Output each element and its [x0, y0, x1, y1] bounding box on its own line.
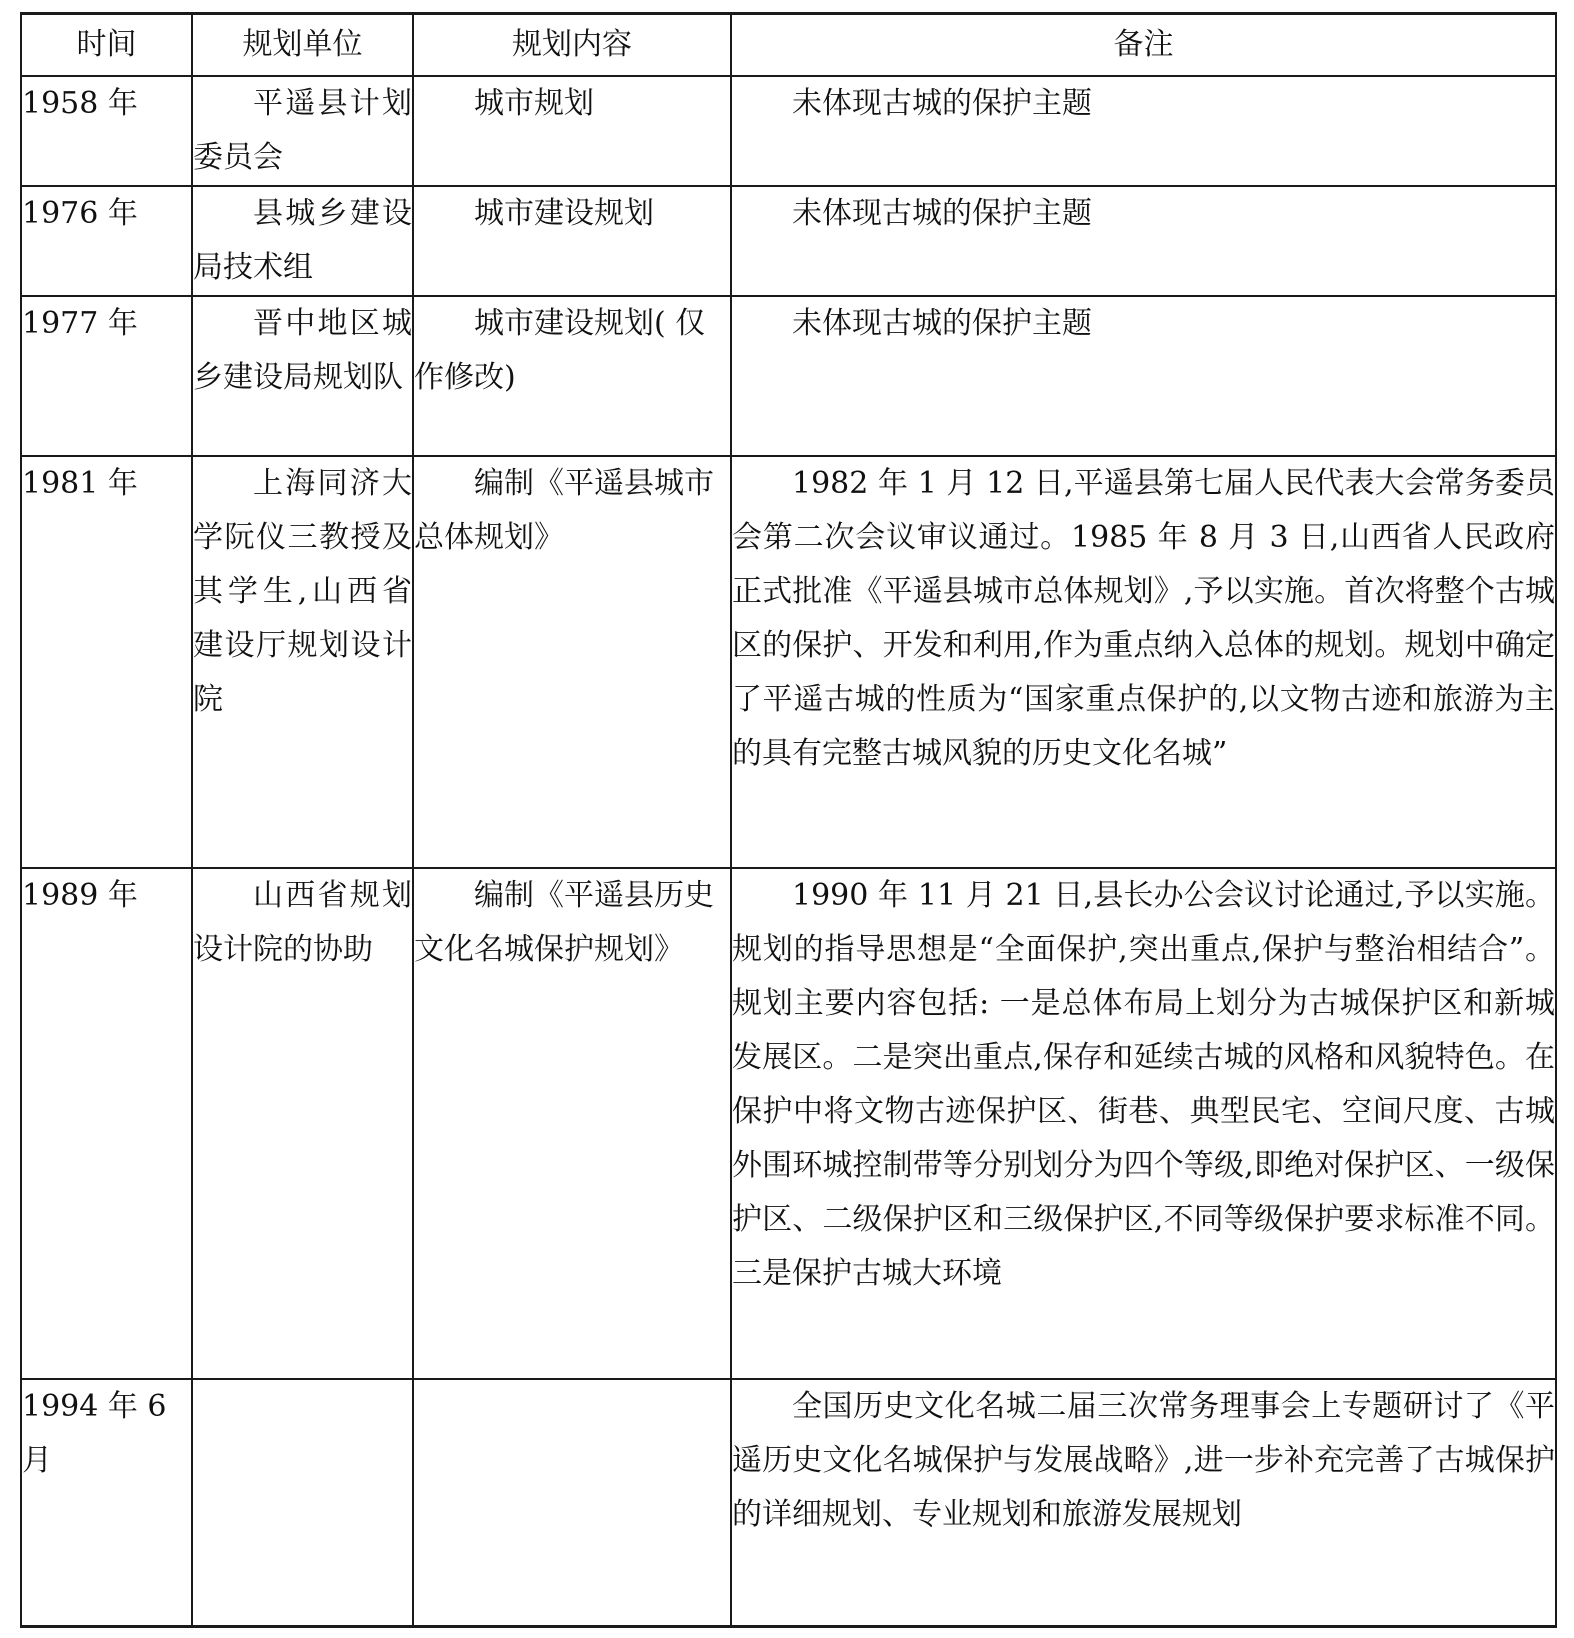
cell-note: 未体现古城的保护主题	[731, 296, 1556, 456]
header-unit: 规划单位	[192, 14, 413, 77]
cell-time: 1976 年	[21, 186, 192, 296]
cell-note: 全国历史文化名城二届三次常务理事会上专题研讨了《平遥历史文化名城保护与发展战略》,进一步补充完善了古城保护的详细规划、专业规划和旅游发展规划	[731, 1379, 1556, 1626]
cell-note: 1982 年 1 月 12 日,平遥县第七届人民代表大会常务委员会第二次会议审议通过。1985 年 8 月 3 日,山西省人民政府正式批准《平遥县城市总体规划》,予以实施。首次将整个古城区的保护、开发和利用,作为重点纳入总体的规划。规划中确定了平遥古城的性质为“国家重点保护的,以文物古迹和旅游为主的具有完整古城风貌的历史文化名城”	[731, 456, 1556, 868]
cell-time: 1989 年	[21, 868, 192, 1379]
header-time: 时间	[21, 14, 192, 77]
header-note: 备注	[731, 14, 1556, 77]
cell-time: 1958 年	[21, 76, 192, 186]
cell-note: 未体现古城的保护主题	[731, 186, 1556, 296]
cell-content: 城市建设规划( 仅作修改)	[413, 296, 731, 456]
table-row	[21, 1379, 1556, 1626]
cell-unit: 平遥县计划委员会	[192, 76, 413, 186]
cell-note: 未体现古城的保护主题	[731, 76, 1556, 186]
cell-content	[413, 1379, 731, 1626]
cell-unit: 上海同济大学阮仪三教授及其学生,山西省建设厅规划设计院	[192, 456, 413, 868]
cell-time: 1977 年	[21, 296, 192, 456]
table-row	[21, 868, 1556, 1379]
table-row	[21, 76, 1556, 186]
cell-content: 城市建设规划	[413, 186, 731, 296]
table-row	[21, 296, 1556, 456]
cell-content: 编制《平遥县历史文化名城保护规划》	[413, 868, 731, 1379]
table-row	[21, 186, 1556, 296]
cell-content: 城市规划	[413, 76, 731, 186]
table-header-row	[21, 14, 1556, 77]
cell-note: 1990 年 11 月 21 日,县长办公会议讨论通过,予以实施。规划的指导思想是“全面保护,突出重点,保护与整治相结合”。规划主要内容包括: 一是总体布局上划分为古城保护区和新城发展区。二是突出重点,保存和延续古城的风格和风貌特色。在保护中将文物古迹保护区、街巷、典型民宅、空间尺度、古城外围环城控制带等分别划分为四个等级,即绝对保护区、一级保护区、二级保护区和三级保护区,不同等级保护要求标准不同。三是保护古城大环境	[731, 868, 1556, 1379]
cell-time: 1994 年 6 月	[21, 1379, 192, 1626]
planning-history-table	[20, 12, 1557, 1628]
header-content: 规划内容	[413, 14, 731, 77]
cell-unit	[192, 1379, 413, 1626]
cell-unit: 晋中地区城乡建设局规划队	[192, 296, 413, 456]
cell-content: 编制《平遥县城市总体规划》	[413, 456, 731, 868]
cell-unit: 山西省规划设计院的协助	[192, 868, 413, 1379]
table-row	[21, 456, 1556, 868]
cell-unit: 县城乡建设局技术组	[192, 186, 413, 296]
cell-time: 1981 年	[21, 456, 192, 868]
